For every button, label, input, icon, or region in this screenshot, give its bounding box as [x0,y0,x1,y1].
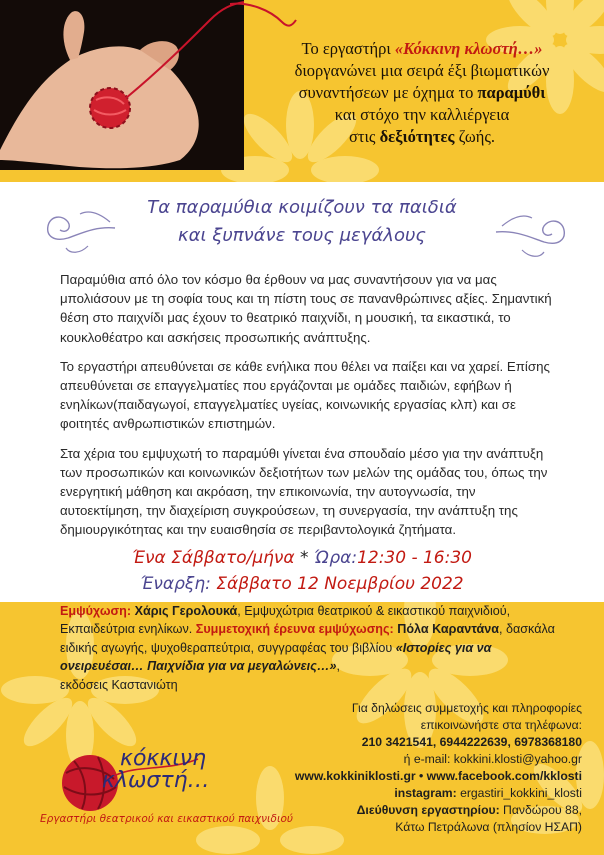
address-line2: Κάτω Πετράλωνα (πλησίον ΗΣΑΠ) [395,820,582,834]
paragraph-3: Στα χέρια του εμψυχωτή το παραμύθι γίνεται ένα σπουδαίο μέσο για την ανάπτυξη των προσωπικών και κοινωνικών δεξιοτήτων των μελών της ομάδας του, όπως την ενεργητική μάθηση και ακρόαση, την επικοινωνία, την αυτογνωσία, την αυτοεκτίμηση, την διαχείριση συγκρούσεων, τη συνεργασία, την ανάπτυξη της δημιουργικότητας και την ευαισθησία σε περιβαντολογικά ζητήματα. [60,445,548,538]
schedule [0,545,604,597]
paragraph-1: Παραμύθια από όλο τον κόσμο θα έρθουν να μας συναντήσουν για να μας μπολιάσουν με τη σοφία τους και τη πίστη τους σε πανανθρώπινες αξίες. Σημαντική θέση στο παιχνίδι μας έχουν το θεατρικό παιχνίδι, η μουσική, τα εικαστικά, το κουκλοθέατρο και ασκήσεις προσωπικής ανάπτυξης. [60,272,552,345]
research-label: Συμμετοχική έρευνα εμψύχωσης: [195,622,394,637]
contact-line2: επικοινωνήστε στα τηλέφωνα: [420,718,582,732]
hours-value: 12:30 - 16:30 [357,548,472,568]
logo-line2: κλωστή… [102,768,210,793]
email-label: ή e-mail: [403,752,454,766]
contact-line1: Για δηλώσεις συμμετοχής και πληροφορίες [351,701,582,715]
address-line1: Πανδώρου 88, [503,803,582,817]
start-label: Έναρξη: [140,574,211,594]
logo-wordmark [102,746,210,793]
address-label: Διεύθυνση εργαστηρίου: [356,803,504,817]
logo-line1: κόκκινη [120,746,207,771]
facilitator-desc: , Εμψυχώτρια θεατρικού & εικαστικού παιχνιδιού, Εκπαιδεύτρια ενηλίκων. [60,604,511,637]
phone-numbers: 210 3421541, 6944222639, 6978368180 [361,735,582,749]
title-line2: και ξυπνάνε τους μεγάλους [178,225,426,246]
intro-text [252,38,592,148]
hours-label: Ώρα: [313,548,358,568]
intro-line3-prefix: συναντήσεων με όχημα το [298,83,478,102]
email-link[interactable]: kokkini.klosti@yahoo.gr [453,752,582,766]
book-title: «Ιστορίες για να ονειρευέσαι… Παιχνίδια για να μεγαλώνεις…» [60,640,492,674]
facilitation-label: Εμψύχωση: [60,604,132,618]
intro-line1-prefix: Το εργαστήρι [301,39,395,58]
facilitators [60,602,565,694]
facilitator-name: Χάρις Γερολουκά [134,604,238,618]
intro-line5-prefix: στις [348,127,380,146]
instagram-label: instagram: [394,786,461,800]
workshop-name: «Κόκκινη κλωστή…» [394,39,543,58]
title-line1: Τα παραμύθια κοιμίζουν τα παιδιά [147,197,457,218]
contact-info [262,700,582,836]
page-title [90,194,514,250]
start-date: Σάββατο 12 Νοεμβρίου 2022 [216,574,464,594]
description [60,270,560,550]
paragraph-2: Το εργαστήρι απευθύνεται σε κάθε ενήλικα που θέλει να παίξει και να χαρεί. Επίσης απευθύνεται σε επαγγελματίες που εργάζονται με ομάδες παιδιών, εφήβων ή ενηλίκων(παιδαγωγοί, επαγγελματίες υγείας, κοινωνικής εργασίας κλπ) και σε φοιτητές ανθρωπιστικών επιστημών. [60,358,550,432]
publisher: , εκδόσεις Καστανιώτη [60,659,340,692]
instagram-handle[interactable]: ergastiri_kokkini_klosti [460,786,582,800]
star-icon: * [300,548,309,568]
logo-subtitle: Εργαστήρι θεατρικού και εικαστικού παιχνιδιού [40,813,294,825]
researcher-desc: , δασκάλα ειδικής αγωγής, ψυχοθεραπεύτρια, συγγραφέας του βιβλίου [60,622,555,655]
intro-line5-suffix: ζωής. [454,127,496,146]
schedule-frequency: Ένα Σάββατο/μήνα [131,548,295,568]
intro-line2: διοργανώνει μια σειρά έξι βιωματικών [294,61,550,80]
intro-line3-bold: παραμύθι [477,83,546,102]
intro-line5-bold: δεξιότητες [379,127,455,146]
intro-line4: και στόχο την καλλιέργεια [334,105,510,124]
web-links[interactable]: www.kokkiniklosti.gr • www.facebook.com/kklosti [294,769,582,783]
hand-yarn-photo [0,0,244,170]
thread-line [230,0,300,30]
researcher-name: Πόλα Καραντάνα [397,622,499,637]
